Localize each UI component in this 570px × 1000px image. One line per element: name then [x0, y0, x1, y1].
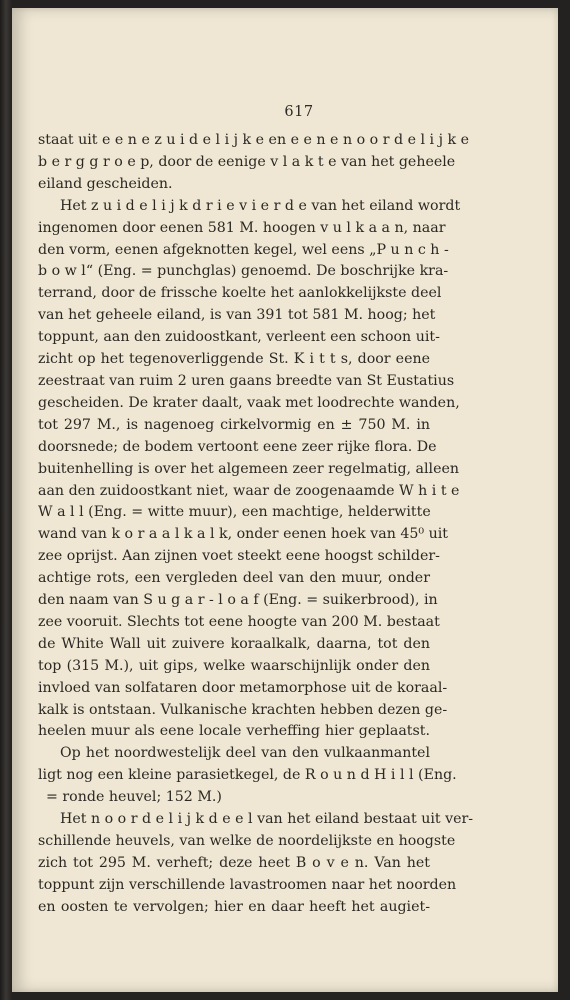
text-line: heelen muur als eene locale verheffing hier geplaatst. — [38, 723, 430, 740]
text-line: ingenomen door eenen 581 M. hoogen v u l k a a n, naar — [38, 219, 446, 236]
text-line: top (315 M.), uit gips, welke waarschijnlijk onder den — [38, 657, 430, 674]
text-line: schillende heuvels, van welke de noordelijkste en hoogste — [38, 833, 456, 849]
text-line: wand van k o r a a l k a l k, onder eenen hoek van 45⁰ uit — [38, 526, 448, 543]
text-line: ligt nog een kleine parasietkegel, de R o u n d H i l l (Eng. — [38, 767, 457, 784]
text-line: Het z u i d e l i j k d r i e v i e r d e van het eiland wordt — [60, 197, 461, 214]
text-line: gescheiden. De krater daalt, vaak met loodrechte wanden, — [38, 394, 460, 411]
text-line: aan den zuidoostkant niet, waar de zoogenaamde W h i t e — [38, 482, 460, 499]
text-line: Op het noordwestelijk deel van den vulkaanmantel — [60, 745, 430, 762]
page-number: 617 — [284, 104, 314, 120]
book-page — [12, 8, 558, 992]
text-line: de White Wall uit zuivere koraalkalk, daarna, tot den — [38, 635, 430, 652]
text-line: toppunt zijn verschillende lavastroomen naar het noorden — [38, 876, 457, 893]
text-line: kalk is ontstaan. Vulkanische krachten hebben dezen ge- — [38, 701, 448, 718]
text-line: Het n o o r d e l i j k d e e l van het eiland bestaat uit ver- — [60, 811, 474, 828]
text-line: tot 297 M., is nagenoeg cirkelvormig en ± 750 M. in — [38, 416, 430, 433]
body-text — [38, 130, 474, 919]
text-line: zeestraat van ruim 2 uren gaans breedte van St Eustatius — [38, 372, 455, 389]
text-line: b o w l“ (Eng. = punchglas) genoemd. De boschrijke kra- — [38, 263, 449, 280]
text-line: = ronde heuvel; 152 M.) — [46, 789, 222, 806]
text-line: zee vooruit. Slechts tot eene hoogte van 200 M. bestaat — [38, 613, 440, 630]
text-line: zee oprijst. Aan zijnen voet steekt eene hoogst schilder- — [38, 548, 440, 565]
text-line: b e r g g r o e p, door de eenige v l a k t e van het geheele — [38, 153, 456, 170]
text-line: toppunt, aan den zuidoostkant, verleent een schoon uit- — [38, 329, 440, 346]
text-line: eiland gescheiden. — [38, 175, 173, 192]
text-line: den naam van S u g a r - l o a f (Eng. = suikerbrood), in — [38, 592, 438, 609]
text-line: en oosten te vervolgen; hier en daar heeft het augiet- — [38, 898, 430, 915]
text-line: staat uit e e n e z u i d e l i j k e en e e n e n o o r d e l i j k e — [38, 132, 470, 148]
text-line: W a l l (Eng. = witte muur), een machtige, helderwitte — [38, 504, 431, 521]
text-line: invloed van solfataren door metamorphose uit de koraal- — [38, 679, 448, 696]
text-line: zicht op het tegenoverliggende St. K i t t s, door eene — [38, 351, 430, 368]
text-line: den vorm, eenen afgeknotten kegel, wel eens „P u n c h - — [38, 241, 449, 258]
text-line: terrand, door de frissche koelte het aanlokkelijkste deel — [38, 285, 442, 302]
text-line: buitenhelling is over het algemeen zeer regelmatig, alleen — [38, 460, 460, 477]
text-line: van het geheele eiland, is van 391 tot 581 M. hoog; het — [38, 307, 436, 324]
text-line: achtige rots, een vergleden deel van den muur, onder — [38, 570, 430, 587]
text-line: doorsnede; de bodem vertoont eene zeer rijke flora. De — [38, 438, 437, 455]
text-line: zich tot 295 M. verheft; deze heet B o v e n. Van het — [38, 854, 430, 871]
